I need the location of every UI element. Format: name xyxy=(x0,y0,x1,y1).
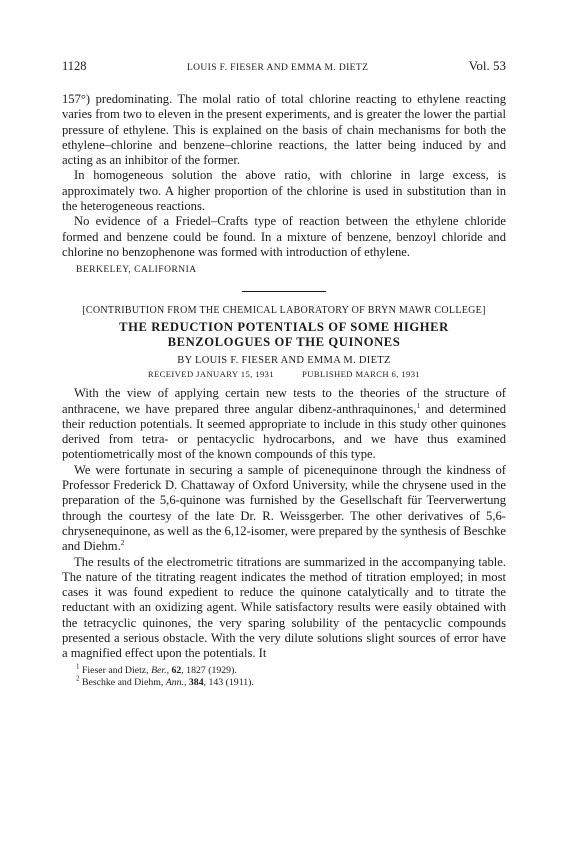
previous-article-paragraph: 157°) predominating. The molal ratio of total chlorine reacting to ethylene reacting varies from two to eleven in the present experiments, and is greater the lower the partial pressure of ethylene. This is explained on the basis of chain mechanisms for both the ethylene–chlorine and benzene–chlorine reactions, the latter being induced by and acting as an inhibitor of the former. xyxy=(62,92,506,168)
footnote-mark: 2 xyxy=(76,674,80,683)
published-date: PUBLISHED MARCH 6, 1931 xyxy=(302,369,421,380)
running-head xyxy=(62,58,506,76)
footnotes xyxy=(76,662,506,689)
journal-name: Ber. xyxy=(151,664,167,676)
paragraph-text: and determined their reduction potentials. It seemed appropriate to include in this study other quinones derived from tetra- or pentacyclic hydrocarbons, and we have thus examined potentiometrically most of the known compounds of this type. xyxy=(62,401,506,462)
footnote-reference: 1 xyxy=(416,401,420,410)
body-paragraph: The results of the electrometric titrations are summarized in the accompanying table. The nature of the titrating reagent indicates the method of titration employed; in most cases it was found expedient to reduce the quinone catalytically and to titrate the reductant with an oxidizing agent. While satisfactory results were easily obtained with the tetracyclic quinones, the very sparing solubility of the pentacyclic compounds presented a serious obstacle. With the very dilute solutions slight sources of error have a magnified effect upon the potentials. It xyxy=(62,554,506,661)
previous-article-affiliation: BERKELEY, CALIFORNIA xyxy=(76,265,197,276)
body-paragraph xyxy=(62,463,506,555)
contribution-line: [CONTRIBUTION FROM THE CHEMICAL LABORATORY OF BRYN MAWR COLLEGE] xyxy=(82,305,486,317)
article-title-line: THE REDUCTION POTENTIALS OF SOME HIGHER xyxy=(119,320,449,335)
footnote-citation: , 143 (1911). xyxy=(203,676,254,688)
volume-number: Vol. 53 xyxy=(468,58,506,73)
article-byline: BY LOUIS F. FIESER AND EMMA M. DIETZ xyxy=(177,355,391,367)
article-title-line: BENZOLOGUES OF THE QUINONES xyxy=(167,335,401,350)
footnote-text: Beschke and Diehm, xyxy=(79,676,166,688)
footnote: $^2$ Beschke and Diehm, Ann., 384, 143 (1911). xyxy=(76,674,254,688)
page-number: 1128 xyxy=(62,59,87,73)
paragraph-text: With the view of applying certain new tests to the theories of the structure of anthracene, we have prepared three angular dibenz-anthraquinones, xyxy=(62,386,506,416)
body-paragraph xyxy=(62,386,506,462)
footnote: $^1$ Fieser and Dietz, Ber., 62, 1827 (1929). xyxy=(76,662,237,676)
journal-volume: 384 xyxy=(188,676,204,688)
article-title xyxy=(62,320,506,350)
journal-volume: 62 xyxy=(171,664,182,676)
footnote-mark: 1 xyxy=(76,662,80,671)
journal-name: Ann. xyxy=(165,676,184,688)
previous-article-paragraph: In homogeneous solution the above ratio, with chlorine in large excess, is approximately two. A higher proportion of the chlorine is used in substitution than in the heterogeneous reactions. xyxy=(62,168,506,214)
footnote-reference: 2 xyxy=(120,539,125,548)
running-head-authors: LOUIS F. FIESER AND EMMA M. DIETZ xyxy=(186,63,369,73)
previous-article-paragraph: No evidence of a Friedel–Crafts type of reaction between the ethylene chloride formed and benzene could be found. In a mixture of benzene, benzoyl chloride and chlorine no benzophenone was formed with introduction of ethylene. xyxy=(62,214,506,259)
section-divider xyxy=(242,291,326,292)
journal-page xyxy=(62,58,506,689)
article-dates xyxy=(62,368,506,381)
received-date: RECEIVED JANUARY 15, 1931 xyxy=(147,369,275,380)
footnote-citation: , 1827 (1929). xyxy=(181,664,237,676)
paragraph-text: We were fortunate in securing a sample of picenequinone through the kindness of Professor Frederick D. Chattaway of Oxford University, while the chrysene used in the preparation of the 5,6-quinone was furnished by the Gesellschaft für Teerverwertung through the courtesy of the late Dr. R. Weissgerber. The other derivatives of 5,6-chrysenequinone, as well as the 6,12-isomer, were prepared by the synthesis of Beschke and Diehm. xyxy=(62,462,506,554)
footnote-text: Fieser and Dietz, xyxy=(79,664,152,676)
